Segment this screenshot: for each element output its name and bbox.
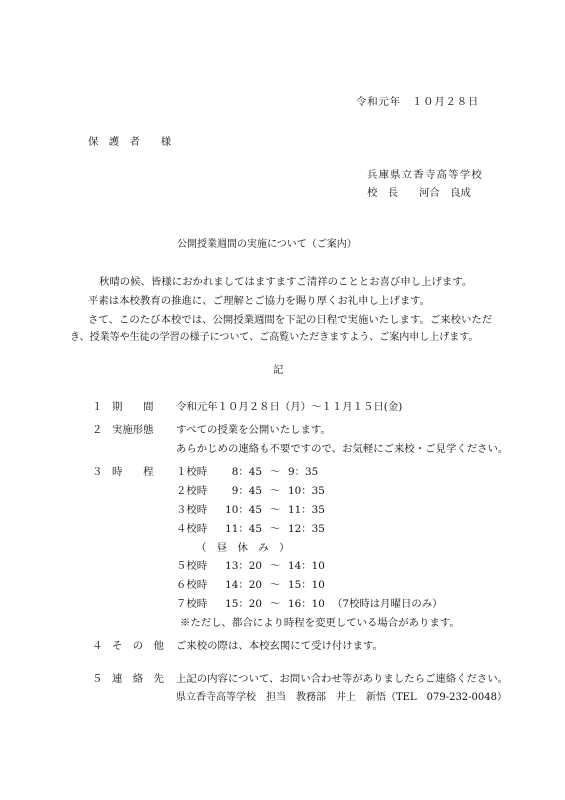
period-name: １校時: [176, 466, 208, 478]
schedule-row: [176, 467, 328, 477]
schedule-row: [176, 524, 328, 534]
item-number-5: ５: [92, 673, 103, 685]
period-start: 11：45: [225, 523, 262, 535]
period-name: ４校時: [176, 523, 208, 535]
schedule-row: [176, 486, 328, 496]
period-start: 9：45: [231, 485, 262, 497]
period-start: 14：20: [225, 579, 262, 591]
body-line-4: き、授業等や生徒の学習の様子について、ご高覧いただきますよう、ご案内申し上げます。: [70, 332, 479, 343]
period-start: 8：45: [231, 466, 262, 478]
period-end: 14：10: [288, 560, 325, 572]
period-end: 11：35: [288, 504, 325, 516]
body-line-2: 平素は本校教育の推進に、ご理解とご協力を賜り厚くお礼申し上げます。: [88, 295, 431, 307]
ki-marker: 記: [273, 364, 284, 376]
period-tilde: ～: [269, 523, 281, 535]
item-label-schedule: 時 程: [112, 466, 154, 478]
item-value-period: 令和元年１０月２８日（月）～１１月１５日(金): [176, 401, 403, 413]
schedule-row: [176, 599, 443, 609]
item-number-2: ２: [92, 424, 103, 436]
item-contact-line-1: 上記の内容について、お問い合わせ等がありましたらご連絡ください。: [176, 673, 509, 685]
period-end: 12：35: [288, 523, 325, 535]
period-tilde: ～: [269, 485, 281, 497]
body-line-3: さて、このたび本校では、公開授業週間を下記の日程で実施いたします。ご来校いただ: [88, 314, 493, 326]
seventh-period-note: （7校時は月曜日のみ）: [332, 598, 443, 610]
item-label-contact: 連 絡 先: [112, 673, 164, 685]
item-label-other: そ の 他: [112, 640, 164, 652]
period-name: ５校時: [176, 560, 208, 572]
sender-principal: 校 長 河合 良成: [367, 187, 471, 199]
period-name: ３校時: [176, 504, 208, 516]
period-tilde: ～: [269, 504, 281, 516]
item-contact-line-2: 県立香寺高等学校 担当 教務部 井上 新悟（TEL 079-232-0048）: [176, 692, 507, 703]
item-label-format: 実施形態: [112, 424, 154, 436]
item-format-line-1: すべての授業を公開いたします。: [176, 424, 331, 436]
schedule-note: ※ただし、都合により時程を変更している場合があります。: [180, 617, 460, 629]
period-end: 9：35: [288, 466, 319, 478]
period-tilde: ～: [269, 579, 281, 591]
period-tilde: ～: [269, 466, 281, 478]
period-tilde: ～: [269, 560, 281, 572]
period-name: ６校時: [176, 579, 208, 591]
document-date: 令和元年 １０月２８日: [356, 96, 480, 108]
lunch-break: （ 昼 休 み ）: [196, 542, 290, 554]
document-title: 公開授業週間の実施について（ご案内）: [177, 239, 357, 250]
recipient: 保 護 者 様: [88, 136, 172, 148]
item-format-line-2: あらかじめの連絡も不要ですので、お気軽にご来校・ご見学ください。: [176, 443, 509, 455]
period-end: 15：10: [288, 579, 325, 591]
item-value-other: ご来校の際は、本校玄関にて受け付けます。: [176, 640, 383, 652]
period-name: ２校時: [176, 485, 208, 497]
schedule-row: [176, 580, 328, 590]
schedule-row: [176, 561, 328, 571]
period-start: 15：20: [225, 598, 262, 610]
period-start: 10：45: [225, 504, 262, 516]
period-start: 13：20: [225, 560, 262, 572]
period-end: 16：10: [288, 598, 325, 610]
sender-school: 兵庫県立香寺高等学校: [367, 169, 483, 181]
item-number-3: ３: [92, 466, 103, 478]
schedule-row: [176, 505, 328, 515]
period-tilde: ～: [269, 598, 281, 610]
period-end: 10：35: [288, 485, 325, 497]
item-number-4: ４: [92, 640, 103, 652]
body-line-1: 秋晴の候、皆様におかれましてはますますご清祥のこととお喜び申し上げます。: [99, 276, 473, 288]
period-name: ７校時: [176, 598, 208, 610]
item-number-1: １: [92, 401, 103, 413]
item-label-period: 期 間: [112, 401, 154, 413]
